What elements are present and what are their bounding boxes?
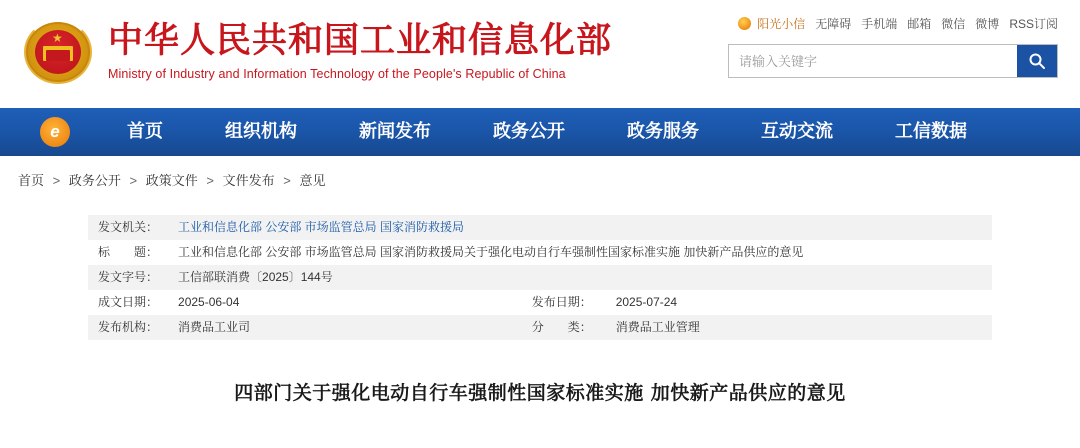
top-link-mail[interactable]: 邮箱 bbox=[907, 16, 932, 31]
meta-value-written-date: 2025-06-04 bbox=[178, 295, 240, 309]
page-title: 四部门关于强化电动自行车强制性国家标准实施 加快新产品供应的意见 bbox=[234, 382, 846, 404]
national-emblem-icon: ★ bbox=[22, 16, 94, 88]
meta-value-document-number: 工信部联消费〔2025〕144号 bbox=[178, 270, 333, 284]
search-icon bbox=[1028, 52, 1046, 70]
top-links bbox=[728, 14, 1058, 32]
document-container bbox=[88, 215, 992, 405]
site-header bbox=[0, 0, 1080, 108]
table-row bbox=[88, 215, 992, 240]
meta-value-title: 工业和信息化部 公安部 市场监管总局 国家消防救援局关于强化电动自行车强制性国家标准实施 加快新产品供应的意见 bbox=[178, 245, 804, 259]
top-link-sunshine[interactable]: 阳光小信 bbox=[757, 16, 806, 31]
breadcrumb-separator: > bbox=[283, 173, 291, 188]
breadcrumb-separator: > bbox=[206, 173, 214, 188]
breadcrumb bbox=[0, 156, 1080, 201]
meta-value-publish-date: 2025-07-24 bbox=[615, 295, 678, 309]
meta-label-written-date: 成文日期： bbox=[98, 295, 159, 309]
meta-value-category: 消费品工业管理 bbox=[615, 320, 700, 334]
meta-label-document-number: 发文字号： bbox=[98, 270, 159, 284]
document-meta-table bbox=[88, 215, 992, 340]
top-link-rss[interactable]: RSS订阅 bbox=[1009, 16, 1058, 31]
nav-item-industry-data[interactable]: 工信数据 bbox=[895, 121, 967, 142]
breadcrumb-separator: > bbox=[52, 173, 61, 188]
header-utility-area bbox=[728, 14, 1058, 78]
breadcrumb-separator: > bbox=[129, 173, 138, 188]
table-row bbox=[88, 315, 992, 340]
meta-label-issuing-agency: 发文机关： bbox=[98, 220, 159, 234]
top-link-weibo[interactable]: 微博 bbox=[975, 16, 1000, 31]
breadcrumb-item-home[interactable]: 首页 bbox=[18, 173, 45, 188]
nav-item-government-affairs-disclosure[interactable]: 政务公开 bbox=[493, 121, 565, 142]
breadcrumb-item-document-release[interactable]: 文件发布 bbox=[222, 173, 275, 188]
site-logo-icon bbox=[40, 117, 70, 147]
nav-item-government-services[interactable]: 政务服务 bbox=[627, 121, 699, 142]
meta-label-publish-date: 发布日期： bbox=[531, 295, 592, 309]
table-row bbox=[88, 265, 992, 290]
meta-label-title: 标 题： bbox=[98, 245, 159, 259]
top-link-accessibility[interactable]: 无障碍 bbox=[815, 16, 852, 31]
breadcrumb-item-policy-documents[interactable]: 政策文件 bbox=[145, 173, 198, 188]
table-row bbox=[88, 240, 992, 265]
meta-value-issuing-agency bbox=[168, 215, 992, 240]
search-box bbox=[728, 44, 1058, 78]
meta-label-category: 分 类： bbox=[531, 320, 592, 334]
main-nav bbox=[0, 108, 1080, 156]
search-input[interactable] bbox=[729, 45, 1017, 77]
nav-item-home[interactable]: 首页 bbox=[127, 121, 163, 142]
meta-value-publishing-body: 消费品工业司 bbox=[178, 320, 251, 334]
search-button[interactable] bbox=[1017, 45, 1057, 77]
nav-item-interaction[interactable]: 互动交流 bbox=[761, 121, 833, 142]
top-link-wechat[interactable]: 微信 bbox=[941, 16, 966, 31]
meta-link-issuing-agency[interactable]: 工业和信息化部 公安部 市场监管总局 国家消防救援局 bbox=[178, 220, 465, 234]
meta-label-publishing-body: 发布机构： bbox=[98, 320, 159, 334]
nav-item-news[interactable]: 新闻发布 bbox=[359, 121, 431, 142]
site-title-block bbox=[108, 20, 612, 83]
breadcrumb-item-disclosure[interactable]: 政务公开 bbox=[68, 173, 121, 188]
top-link-mobile[interactable]: 手机端 bbox=[861, 16, 898, 31]
table-row bbox=[88, 290, 992, 315]
sun-icon bbox=[738, 17, 751, 30]
site-title-en: Ministry of Industry and Information Technology of the People's Republic of China bbox=[108, 67, 566, 81]
breadcrumb-item-opinions[interactable]: 意见 bbox=[299, 173, 326, 188]
nav-item-organization[interactable]: 组织机构 bbox=[225, 121, 297, 142]
site-title-cn: 中华人民共和国工业和信息化部 bbox=[108, 21, 613, 61]
